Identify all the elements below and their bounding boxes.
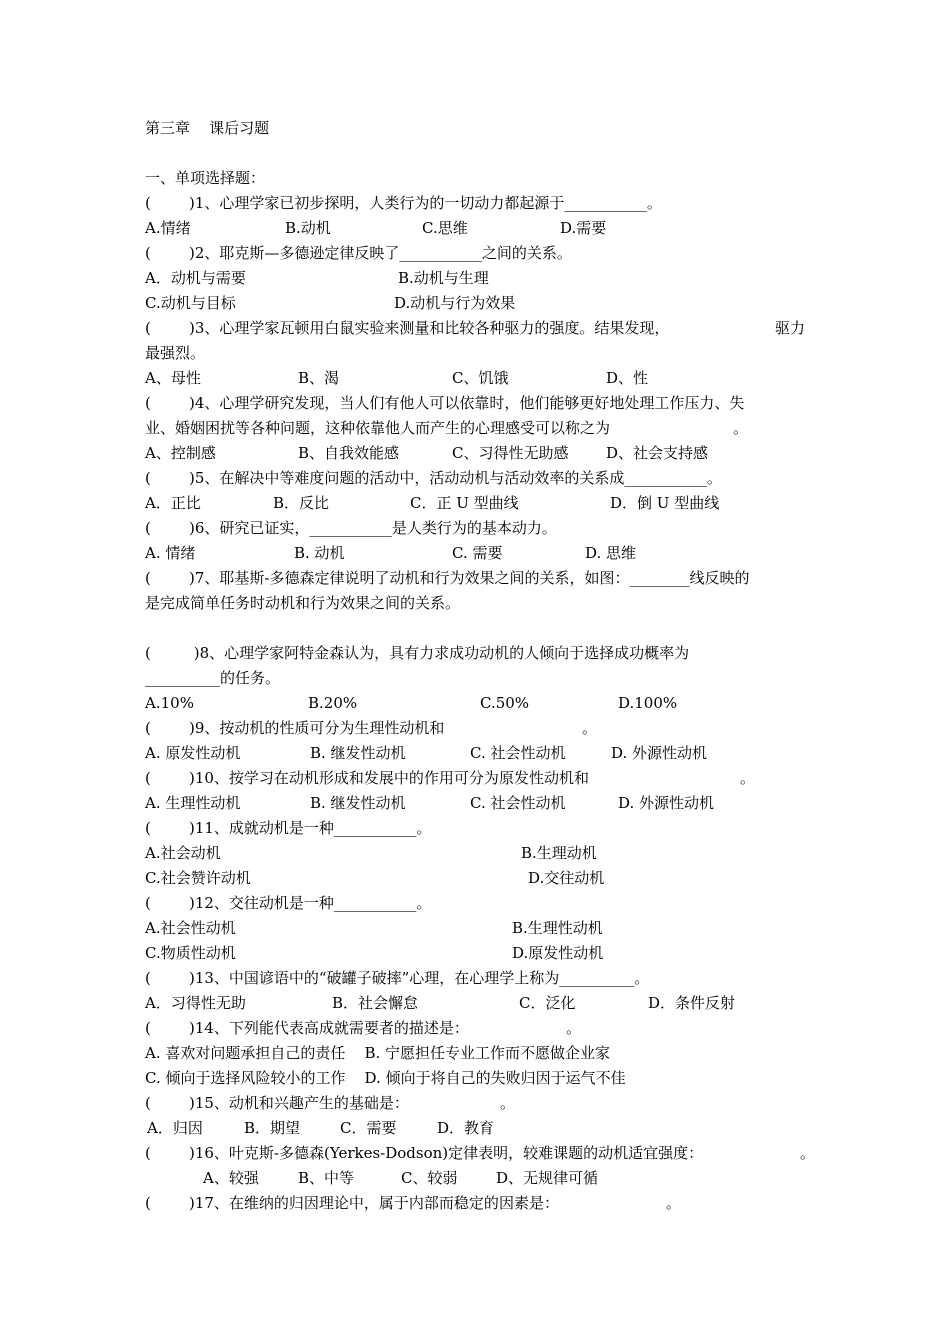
question-16-option-d: D、无规律可循 [496,1169,599,1187]
question-15-stem: ( )15、动机和兴趣产生的基础是： [145,1094,409,1112]
question-8-option-a: A.10% [145,694,194,712]
question-9-option-c: C. 社会性动机 [470,744,566,762]
question-7-stem: ( )7、耶基斯-多德森定律说明了动机和行为效果之间的关系，如图：________线反映的 [145,569,750,587]
question-3-stem-end: 驱力 [775,319,806,337]
question-6-stem: ( )6、研究已证实，___________是人类行为的基本动力。 [145,519,557,537]
question-4-stem-end: 。 [733,419,749,437]
question-3-option-c: C、饥饿 [452,369,509,387]
question-11-option-d: D.交往动机 [528,869,605,887]
question-13-option-d: D．条件反射 [648,994,736,1012]
question-13-option-a: A．习得性无助 [145,994,246,1012]
question-11-option-a: A.社会动机 [145,844,221,862]
question-3-stem: ( )3、心理学家瓦顿用白鼠实验来测量和比较各种驱力的强度。结果发现， [145,319,670,337]
question-8-option-b: B.20% [308,694,358,712]
question-12-stem: ( )12、交往动机是一种___________。 [145,894,432,912]
question-10-option-b: B. 继发性动机 [310,794,406,812]
question-17-stem-end: 。 [666,1194,682,1212]
question-5-stem: ( )5、在解决中等难度问题的活动中，活动动机与活动效率的关系成___________。 [145,469,722,487]
question-15-option-b: B．期望 [244,1119,301,1137]
question-10-option-a: A. 生理性动机 [145,794,241,812]
question-5-option-c: C．正 U 型曲线 [410,494,519,512]
question-2-option-d: D.动机与行为效果 [394,294,516,312]
question-3-option-a: A、母性 [145,369,201,387]
question-8-option-c: C.50% [480,694,530,712]
question-12-option-c: C.物质性动机 [145,944,236,962]
question-13-stem: ( )13、中国谚语中的“破罐子破摔”心理，在心理学上称为__________。 [145,969,650,987]
page-title: 第三章 课后习题 [145,119,270,137]
question-1-option-a: A.情绪 [145,219,191,237]
question-16-option-b: B、中等 [298,1169,355,1187]
question-16-option-a: A、较强 [203,1169,259,1187]
question-13-option-b: B．社会懈怠 [332,994,419,1012]
question-15-option-d: D．教育 [437,1119,495,1137]
question-6-option-b: B. 动机 [294,544,345,562]
question-10-option-d: D. 外源性动机 [618,794,715,812]
question-4-option-b: B、自我效能感 [298,444,400,462]
question-9-option-a: A. 原发性动机 [145,744,241,762]
question-9-option-d: D. 外源性动机 [611,744,708,762]
question-15-stem-end: 。 [500,1094,516,1112]
question-5-option-b: B．反比 [273,494,330,512]
question-6-option-d: D. 思维 [585,544,637,562]
question-11-option-b: B.生理动机 [521,844,597,862]
question-11-option-c: C.社会赞许动机 [145,869,251,887]
question-15-option-a: A．归因 [147,1119,203,1137]
question-12-option-d: D.原发性动机 [512,944,604,962]
question-16-stem-end: 。 [800,1144,816,1162]
question-14-options-ab: A. 喜欢对问题承担自己的责任 B. 宁愿担任专业工作而不愿做企业家 [145,1044,611,1062]
question-4-option-c: C、习得性无助感 [452,444,569,462]
question-7-stem-cont: 是完成简单任务时动机和行为效果之间的关系。 [145,594,461,612]
question-2-option-c: C.动机与目标 [145,294,236,312]
question-9-option-b: B. 继发性动机 [310,744,406,762]
question-14-stem-end: 。 [566,1019,582,1037]
question-1-option-d: D.需要 [560,219,607,237]
question-4-stem: ( )4、心理学研究发现，当人们有他人可以依靠时，他们能够更好地处理工作压力、失 [145,394,745,412]
question-6-option-c: C. 需要 [452,544,503,562]
question-4-stem-cont: 业、婚姻困扰等各种问题，这种依靠他人而产生的心理感受可以称之为 [145,419,611,437]
question-4-option-a: A、控制感 [145,444,216,462]
question-16-stem: ( )16、叶克斯-多德森(Yerkes-Dodson)定律表明，较难课题的动机适宜强度： [145,1144,704,1162]
question-17-stem: ( )17、在维纳的归因理论中，属于内部而稳定的因素是： [145,1194,559,1212]
question-5-option-a: A．正比 [145,494,201,512]
question-2-option-b: B.动机与生理 [398,269,489,287]
question-10-stem-end: 。 [740,769,756,787]
question-1-option-b: B.动机 [285,219,331,237]
question-11-stem: ( )11、成就动机是一种___________。 [145,819,432,837]
question-5-option-d: D．倒 U 型曲线 [610,494,720,512]
question-1-option-c: C.思维 [422,219,468,237]
question-8-stem: ( )8、心理学家阿特金森认为，具有力求成功动机的人倾向于选择成功概率为 [145,644,690,662]
question-2-stem: ( )2、耶克斯—多德逊定律反映了___________之间的关系。 [145,244,572,262]
question-4-option-d: D、社会支持感 [606,444,709,462]
question-13-option-c: C．泛化 [519,994,576,1012]
question-9-stem-end: 。 [582,719,598,737]
question-8-option-d: D.100% [618,694,678,712]
question-15-option-c: C．需要 [340,1119,397,1137]
question-10-option-c: C. 社会性动机 [470,794,566,812]
question-12-option-b: B.生理性动机 [512,919,603,937]
question-8-stem-cont: __________的任务。 [145,669,281,687]
question-14-stem: ( )14、下列能代表高成就需要者的描述是： [145,1019,469,1037]
question-6-option-a: A. 情绪 [145,544,196,562]
section-heading: 一、单项选择题： [145,169,266,187]
question-1-stem: ( )1、心理学家已初步探明，人类行为的一切动力都起源于___________。 [145,194,662,212]
question-16-option-c: C、较弱 [401,1169,458,1187]
question-2-option-a: A．动机与需要 [145,269,246,287]
question-9-stem: ( )9、按动机的性质可分为生理性动机和 [145,719,445,737]
question-10-stem: ( )10、按学习在动机形成和发展中的作用可分为原发性动机和 [145,769,589,787]
question-3-option-b: B、渴 [298,369,340,387]
question-3-stem-cont: 最强烈。 [145,344,206,362]
question-3-option-d: D、性 [606,369,649,387]
question-12-option-a: A.社会性动机 [145,919,236,937]
question-14-options-cd: C. 倾向于选择风险较小的工作 D. 倾向于将自己的失败归因于运气不佳 [145,1069,626,1087]
